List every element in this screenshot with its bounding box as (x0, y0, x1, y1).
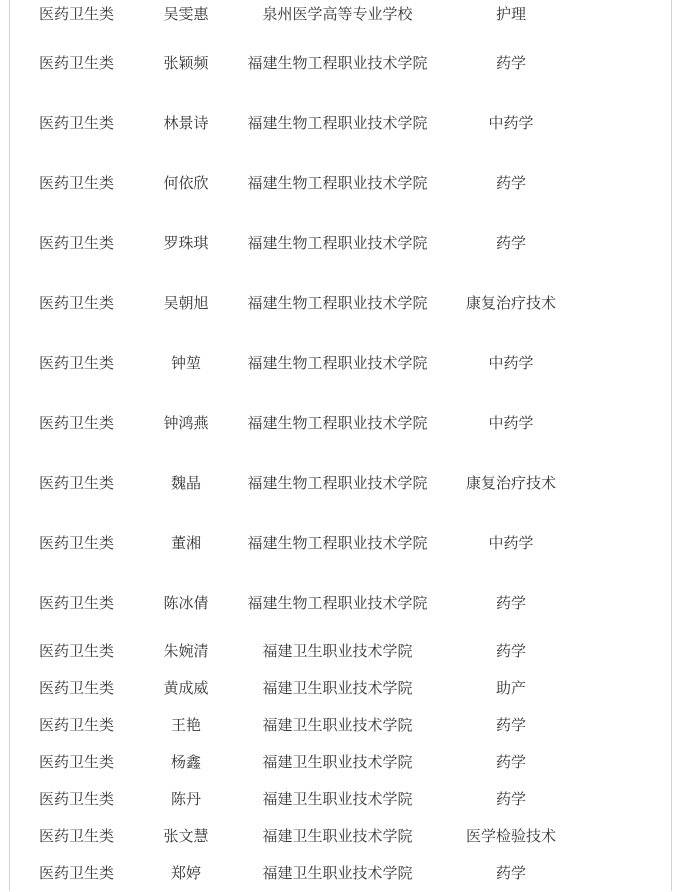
table-row (10, 393, 671, 453)
name-cell: 林景诗 (163, 113, 209, 132)
table-row (10, 513, 671, 573)
empty-cell (576, 153, 671, 213)
empty-cell (576, 333, 671, 393)
table-row (10, 153, 671, 213)
major-cell: 康复治疗技术 (465, 473, 556, 492)
school-cell: 福建卫生职业技术学院 (262, 827, 413, 845)
empty-cell (576, 33, 671, 93)
empty-cell (576, 513, 671, 573)
name-cell: 何依欣 (163, 173, 209, 192)
category-cell: 医药卫生类 (38, 864, 114, 882)
major-cell: 中药学 (488, 533, 534, 552)
name-cell: 魏晶 (170, 473, 201, 492)
name-cell: 王艳 (170, 716, 201, 734)
table-row (10, 33, 671, 93)
school-cell: 福建生物工程职业技术学院 (247, 533, 428, 552)
empty-cell (576, 707, 671, 744)
empty-cell (576, 744, 671, 781)
empty-cell (576, 453, 671, 513)
school-cell: 福建生物工程职业技术学院 (247, 593, 428, 612)
category-cell: 医药卫生类 (38, 233, 114, 252)
major-cell: 医学检验技术 (465, 827, 556, 845)
name-cell: 吴朝旭 (163, 293, 209, 312)
empty-cell (576, 273, 671, 333)
table-row (10, 573, 671, 633)
school-cell: 福建生物工程职业技术学院 (247, 413, 428, 432)
name-cell: 杨鑫 (170, 753, 201, 771)
school-cell: 福建卫生职业技术学院 (262, 642, 413, 660)
school-cell: 福建卫生职业技术学院 (262, 679, 413, 697)
category-cell: 医药卫生类 (38, 593, 114, 612)
empty-cell (576, 855, 671, 892)
major-cell: 药学 (495, 593, 526, 612)
category-cell: 医药卫生类 (38, 173, 114, 192)
name-cell: 罗珠琪 (163, 233, 209, 252)
table-right-border (671, 0, 672, 891)
school-cell: 泉州医学高等专业学校 (262, 5, 413, 23)
name-cell: 陈冰倩 (163, 593, 209, 612)
major-cell: 中药学 (488, 353, 534, 372)
table-row (10, 855, 671, 892)
school-cell: 福建卫生职业技术学院 (262, 790, 413, 808)
school-cell: 福建生物工程职业技术学院 (247, 293, 428, 312)
empty-cell (576, 213, 671, 273)
table-row (10, 707, 671, 744)
table-row (10, 333, 671, 393)
major-cell: 康复治疗技术 (465, 293, 556, 312)
school-cell: 福建生物工程职业技术学院 (247, 113, 428, 132)
major-cell: 护理 (495, 5, 526, 23)
school-cell: 福建生物工程职业技术学院 (247, 353, 428, 372)
category-cell: 医药卫生类 (38, 5, 114, 23)
category-cell: 医药卫生类 (38, 293, 114, 312)
major-cell: 药学 (495, 790, 526, 808)
category-cell: 医药卫生类 (38, 679, 114, 697)
category-cell: 医药卫生类 (38, 827, 114, 845)
table-row (10, 213, 671, 273)
category-cell: 医药卫生类 (38, 642, 114, 660)
empty-cell (576, 818, 671, 855)
empty-cell (576, 393, 671, 453)
table-row (10, 273, 671, 333)
major-cell: 助产 (495, 679, 526, 697)
name-cell: 钟鸿燕 (163, 413, 209, 432)
category-cell: 医药卫生类 (38, 790, 114, 808)
school-cell: 福建生物工程职业技术学院 (247, 473, 428, 492)
empty-cell (576, 633, 671, 670)
empty-cell (576, 670, 671, 707)
table-row (10, 744, 671, 781)
category-cell: 医药卫生类 (38, 413, 114, 432)
roster-body (10, 0, 671, 892)
major-cell: 中药学 (488, 413, 534, 432)
student-roster-table (10, 0, 671, 892)
school-cell: 福建卫生职业技术学院 (262, 716, 413, 734)
empty-cell (576, 781, 671, 818)
name-cell: 张颖频 (163, 53, 209, 72)
school-cell: 福建卫生职业技术学院 (262, 864, 413, 882)
name-cell: 朱婉清 (163, 642, 209, 660)
school-cell: 福建卫生职业技术学院 (262, 753, 413, 771)
category-cell: 医药卫生类 (38, 533, 114, 552)
table-row (10, 781, 671, 818)
table-row (10, 453, 671, 513)
category-cell: 医药卫生类 (38, 113, 114, 132)
major-cell: 药学 (495, 233, 526, 252)
school-cell: 福建生物工程职业技术学院 (247, 173, 428, 192)
major-cell: 药学 (495, 716, 526, 734)
name-cell: 董湘 (170, 533, 201, 552)
name-cell: 黄成威 (163, 679, 209, 697)
name-cell: 郑婷 (170, 864, 201, 882)
category-cell: 医药卫生类 (38, 353, 114, 372)
table-row (10, 0, 671, 33)
category-cell: 医药卫生类 (38, 716, 114, 734)
name-cell: 吴雯惠 (163, 5, 209, 23)
school-cell: 福建生物工程职业技术学院 (247, 53, 428, 72)
major-cell: 药学 (495, 53, 526, 72)
major-cell: 药学 (495, 753, 526, 771)
table-row (10, 670, 671, 707)
major-cell: 药学 (495, 642, 526, 660)
empty-cell (576, 573, 671, 633)
table-row (10, 93, 671, 153)
empty-cell (576, 93, 671, 153)
table-row (10, 633, 671, 670)
table-row (10, 818, 671, 855)
name-cell: 钟堃 (170, 353, 201, 372)
name-cell: 张文慧 (163, 827, 209, 845)
major-cell: 药学 (495, 173, 526, 192)
empty-cell (576, 0, 671, 33)
school-cell: 福建生物工程职业技术学院 (247, 233, 428, 252)
category-cell: 医药卫生类 (38, 53, 114, 72)
major-cell: 中药学 (488, 113, 534, 132)
name-cell: 陈丹 (170, 790, 201, 808)
major-cell: 药学 (495, 864, 526, 882)
category-cell: 医药卫生类 (38, 753, 114, 771)
category-cell: 医药卫生类 (38, 473, 114, 492)
